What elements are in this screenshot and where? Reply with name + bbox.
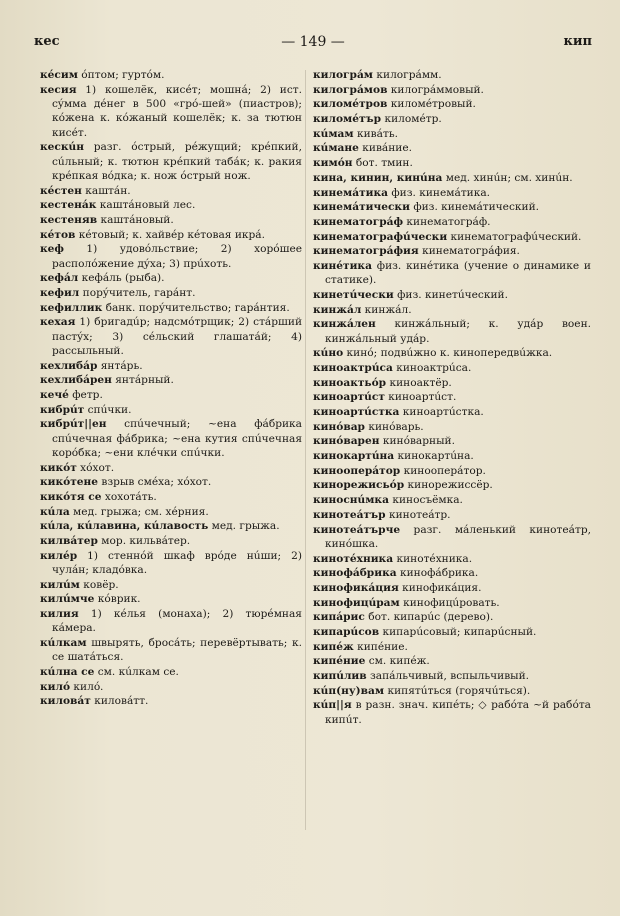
entry-definition: кинематографúческий. — [447, 230, 582, 243]
entry-definition: мед. грыжа; см. хéрния. — [69, 505, 209, 518]
entry-definition: кéтовый; к. хайвéр кéтовая икрá. — [75, 228, 265, 241]
dictionary-entry — [40, 680, 302, 694]
entry-definition: хохотáть. — [101, 491, 157, 504]
entry-definition: фетр. — [68, 389, 103, 401]
entry-headword: кúп(ну)вам — [313, 684, 385, 697]
entry-headword: кехлибáр — [40, 359, 98, 372]
entry-headword: киломéтър — [313, 113, 382, 126]
dictionary-entry — [40, 373, 302, 387]
dictionary-entry — [40, 403, 302, 417]
entry-headword: кинжáлен — [313, 318, 376, 331]
entry-headword: кибрúт — [40, 403, 85, 416]
entry-headword: кибрúт||ен — [40, 418, 107, 431]
entry-definition: кинофáбрика. — [396, 567, 479, 580]
entry-definition: мор. кильвáтер. — [97, 535, 191, 548]
dictionary-entry — [40, 286, 302, 300]
entry-headword: кинофикáция — [313, 581, 399, 594]
dictionary-entry — [40, 184, 302, 198]
entry-headword: кинематогрáфия — [313, 245, 419, 258]
entry-definition: кинофицúровать. — [399, 596, 500, 609]
dictionary-entry — [40, 665, 302, 679]
entry-headword: кипáрис — [313, 611, 365, 624]
header-left-guideword: кес — [34, 34, 60, 49]
entry-headword: кинетúчески — [313, 288, 394, 301]
dictionary-entry — [40, 315, 302, 358]
entry-headword: киломéтров — [313, 98, 388, 111]
dictionary-entry — [313, 112, 591, 126]
dictionary-entry — [40, 578, 302, 592]
dictionary-entry — [40, 505, 302, 519]
dictionary-entry — [40, 271, 302, 285]
entry-headword: килия — [40, 608, 79, 621]
column-divider — [305, 70, 306, 830]
entry-headword: кúлна се — [40, 666, 95, 679]
entry-headword: кипéние — [313, 655, 366, 668]
dictionary-entry — [40, 417, 302, 460]
entry-definition: киноактёр. — [386, 376, 452, 389]
dictionary-entry — [313, 434, 591, 448]
entry-definition: янтáрь. — [97, 359, 143, 372]
entry-definition: спúчки. — [84, 403, 132, 416]
dictionary-entry — [313, 390, 591, 404]
entry-headword: кикóтя се — [40, 491, 102, 504]
entry-headword: кечé — [40, 389, 69, 401]
page-header — [34, 34, 592, 54]
entry-headword: килогрáм — [313, 69, 374, 81]
entry-headword: кинооперáтор — [313, 464, 401, 477]
entry-definition: каштáновый. — [97, 213, 174, 226]
entry-definition: кинематогрáфия. — [418, 245, 520, 258]
dictionary-entry — [40, 228, 302, 242]
entry-headword: кинорежисьóр — [313, 479, 405, 492]
entry-headword: кéсим — [40, 69, 78, 81]
entry-definition: кинотéхника. — [393, 552, 473, 565]
dictionary-entry — [40, 461, 302, 475]
dictionary-entry — [313, 420, 591, 434]
dictionary-entry — [313, 625, 591, 639]
entry-headword: кефил — [40, 286, 80, 299]
entry-definition: см. кипéж. — [365, 655, 430, 668]
dictionary-entry — [313, 376, 591, 390]
entry-definition: бот. кипарúс (дерево). — [364, 611, 494, 624]
entry-definition: киносъёмка. — [388, 494, 463, 507]
entry-headword: кипúлив — [313, 670, 367, 683]
dictionary-entry — [313, 493, 591, 507]
entry-headword: кинжáл — [313, 303, 362, 316]
entry-definition: киловáтт. — [90, 695, 149, 708]
entry-definition: кинжáльный; к. удáр воен. кинжáльный удáр. — [325, 318, 591, 345]
entry-definition: кинóварный. — [379, 435, 455, 448]
dictionary-entry — [313, 288, 591, 302]
entry-definition: кипéние. — [353, 640, 408, 653]
dictionary-entry — [40, 519, 302, 533]
entry-definition: 1) удовóльствие; 2) хорóшее располóжение дýха; 3) прúхоть. — [52, 243, 302, 270]
dictionary-entry — [313, 68, 591, 82]
entry-definition: кинжáл. — [361, 303, 412, 316]
dictionary-entry — [40, 490, 302, 504]
entry-definition: хóхот. — [76, 461, 115, 474]
dictionary-entry — [40, 549, 302, 578]
dictionary-entry — [40, 301, 302, 315]
entry-definition: мед. грыжа. — [208, 520, 280, 533]
right-column — [313, 68, 591, 727]
dictionary-entry — [40, 694, 302, 708]
entry-headword: кинофáбрика — [313, 567, 397, 580]
dictionary-entry — [313, 346, 591, 360]
left-column — [40, 68, 302, 709]
entry-definition: порýчитель, гарáнт. — [79, 286, 196, 299]
dictionary-entry — [313, 97, 591, 111]
dictionary-entry — [313, 244, 591, 258]
dictionary-entry — [40, 83, 302, 140]
header-right-guideword: кип — [563, 34, 592, 49]
dictionary-entry — [313, 186, 591, 200]
dictionary-entry — [40, 592, 302, 606]
dictionary-entry — [313, 361, 591, 375]
entry-headword: кипéж — [313, 640, 354, 653]
entry-headword: кефиллик — [40, 301, 103, 314]
entry-definition: физ. кинемáтический. — [409, 201, 539, 214]
entry-headword: кикóтене — [40, 476, 99, 489]
entry-headword: кинематогрáф — [313, 215, 404, 228]
entry-definition: мед. хинúн; см. хинúн. — [442, 171, 573, 184]
entry-definition: разг. óстрый, рéжущий; крéпкий, сúльный; к. тютюн крéпкий табáк; к. ракия крéпкая вóдка; к. нож óстрый нож. — [52, 141, 302, 182]
entry-headword: кесия — [40, 83, 77, 96]
entry-headword: кúла — [40, 505, 70, 518]
entry-headword: киноактрúса — [313, 361, 393, 374]
entry-definition: 1) бригадúр; надсмóтрщик; 2) стáрший пастýх; 3) сéльский глашатáй; 4) рассыльный. — [52, 316, 302, 357]
entry-headword: килúмче — [40, 593, 95, 606]
dictionary-entry — [313, 669, 591, 683]
dictionary-entry — [313, 259, 591, 288]
entry-headword: кинотеáтърче — [313, 523, 401, 536]
entry-headword: кинотеáтър — [313, 508, 386, 521]
dictionary-entry — [313, 405, 591, 419]
dictionary-entry — [313, 317, 591, 346]
entry-headword: кúно — [313, 347, 344, 360]
dictionary-entry — [313, 215, 591, 229]
entry-headword: килогрáмов — [313, 83, 388, 96]
entry-definition: взрыв смéха; хóхот. — [98, 476, 212, 489]
entry-headword: киноснúмка — [313, 494, 389, 507]
entry-definition: óптом; гуртóм. — [77, 69, 165, 81]
entry-definition: 1) кéлья (монаха); 2) тюрéмная кáмера. — [52, 608, 302, 635]
dictionary-entry — [313, 523, 591, 552]
entry-definition: киломéтр. — [381, 113, 442, 126]
entry-headword: кúмам — [313, 127, 354, 140]
page-number: — 149 — — [281, 34, 345, 50]
entry-definition: см. кúлкам се. — [94, 666, 179, 679]
entry-definition: киноактрúса. — [392, 361, 472, 374]
entry-definition: янтáрный. — [111, 374, 174, 387]
dictionary-entry — [313, 654, 591, 668]
entry-headword: килéр — [40, 549, 78, 562]
entry-headword: кестеняв — [40, 213, 98, 226]
entry-headword: кéтов — [40, 228, 76, 241]
entry-headword: кинóвар — [313, 420, 365, 433]
entry-definition: запáльчивый, вспыльчивый. — [366, 670, 530, 683]
dictionary-entry — [40, 534, 302, 548]
entry-headword: кинокартúна — [313, 450, 395, 463]
dictionary-entry — [313, 156, 591, 170]
entry-headword: кинотéхника — [313, 552, 394, 565]
dictionary-entry — [313, 200, 591, 214]
dictionary-entry — [313, 141, 591, 155]
entry-definition: килогрáммовый. — [387, 83, 484, 96]
entry-definition: кинокартúна. — [394, 450, 474, 463]
entry-headword: кехая — [40, 316, 76, 329]
entry-headword: киноартúст — [313, 391, 385, 404]
entry-headword: кéстен — [40, 184, 82, 197]
dictionary-entry — [313, 566, 591, 580]
entry-definition: киноартúст. — [384, 391, 457, 404]
dictionary-entry — [313, 508, 591, 522]
dictionary-entry — [313, 684, 591, 698]
entry-headword: кескúн — [40, 141, 84, 154]
entry-headword: кинемáтически — [313, 201, 410, 214]
entry-headword: кúмане — [313, 142, 359, 155]
entry-definition: кинофикáция. — [398, 581, 482, 594]
entry-definition: килó. — [70, 680, 104, 693]
dictionary-entry — [40, 359, 302, 373]
dictionary-entry — [40, 242, 302, 271]
dictionary-entry — [313, 698, 591, 727]
entry-headword: киловáт — [40, 695, 91, 708]
entry-definition: кинóварь. — [364, 420, 424, 433]
dictionary-entry — [313, 464, 591, 478]
entry-definition: 1) кошелёк, кисéт; мошнá; 2) ист. сýмма дéнег в 500 «грó-шей» (пиастров); кóжена к. кóжаный кошелёк; к. за тютюн кисéт. — [52, 83, 302, 139]
entry-headword: кестенáк — [40, 199, 97, 212]
entry-definition: 1) стеннóй шкаф врóде нúши; 2) чулáн; кладóвка. — [52, 549, 302, 577]
entry-definition: каштáн. — [81, 184, 131, 197]
entry-headword: кúла, кúлавина, кúлавость — [40, 520, 209, 533]
entry-definition: физ. кинемáтика. — [388, 186, 491, 199]
entry-headword: киноартúстка — [313, 406, 400, 419]
entry-definition: кипарúсовый; кипарúсный. — [379, 625, 537, 638]
dictionary-entry — [313, 127, 591, 141]
dictionary-entry — [313, 596, 591, 610]
dictionary-entry — [40, 68, 302, 82]
entry-headword: кинематографúчески — [313, 230, 448, 243]
dictionary-entry — [313, 83, 591, 97]
entry-headword: кефáл — [40, 272, 79, 285]
entry-headword: кúлкам — [40, 637, 87, 650]
entry-definition: кинотеáтр. — [385, 508, 451, 521]
entry-headword: кикóт — [40, 461, 77, 474]
entry-headword: кинофицúрам — [313, 596, 400, 609]
entry-definition: кивáть. — [353, 127, 398, 140]
entry-definition: килогрáмм. — [373, 69, 442, 81]
entry-definition: киломéтровый. — [387, 98, 476, 111]
dictionary-entry — [313, 552, 591, 566]
entry-definition: кинорежиссёр. — [404, 479, 493, 492]
entry-definition: кипятúться (горячúться). — [384, 684, 531, 697]
dictionary-entry — [40, 607, 302, 636]
entry-headword: кина, кинин, кинúна — [313, 171, 443, 184]
entry-headword: кинемáтика — [313, 186, 389, 199]
entry-headword: кеф — [40, 243, 64, 256]
entry-definition: банк. порýчительство; гарáнтия. — [102, 301, 290, 314]
dictionary-entry — [40, 198, 302, 212]
entry-definition: кивáние. — [358, 142, 413, 155]
entry-definition: кинó; подвúжно к. кинопередвúжка. — [343, 347, 553, 360]
entry-headword: килвáтер — [40, 535, 98, 548]
dictionary-entry — [40, 140, 302, 183]
dictionary-entry — [313, 478, 591, 492]
dictionary-entry — [313, 640, 591, 654]
entry-definition: кинематогрáф. — [403, 215, 491, 228]
entry-definition: разг. мáленький кинотеáтр, кинóшка. — [325, 523, 591, 550]
entry-headword: кимóн — [313, 157, 353, 170]
entry-headword: кúп||я — [313, 699, 352, 712]
entry-definition: спúчечный; ~ена фáбрика спúчечная фáбрика; ~ена кутия спúчечная корóбка; ~ени клéчки спúчки. — [52, 418, 302, 459]
entry-headword: кинéтика — [313, 259, 372, 272]
dictionary-entry — [40, 388, 302, 402]
dictionary-entry — [40, 213, 302, 227]
entry-headword: кинóварен — [313, 435, 380, 448]
entry-headword: килó — [40, 680, 71, 693]
dictionary-entry — [40, 636, 302, 665]
entry-headword: киноактьóр — [313, 376, 387, 389]
entry-definition: каштáновый лес. — [96, 199, 196, 212]
entry-definition: физ. кинетúческий. — [393, 288, 508, 301]
entry-headword: кипарúсов — [313, 625, 380, 638]
entry-definition: бот. тмин. — [352, 157, 413, 170]
dictionary-entry — [313, 230, 591, 244]
dictionary-entry — [313, 610, 591, 624]
entry-definition: киноартúстка. — [399, 406, 484, 419]
entry-definition: кефáль (рыба). — [78, 272, 165, 285]
entry-definition: физ. кинéтика (учение о динамике и статике). — [325, 259, 591, 287]
dictionary-entry — [313, 171, 591, 185]
entry-definition: ковёр. — [79, 578, 119, 591]
entry-definition: кóврик. — [94, 593, 141, 606]
dictionary-entry — [40, 475, 302, 489]
entry-headword: кехлибáрен — [40, 374, 112, 387]
dictionary-entry — [313, 581, 591, 595]
entry-definition: в разн. знач. кипéть; ◇ рабóта ~й рабóта кипúт. — [325, 699, 591, 726]
dictionary-entry — [313, 303, 591, 317]
entry-headword: килúм — [40, 578, 80, 591]
entry-definition: швырять, бросáть; перевёртывать; к. се шатáться. — [52, 637, 302, 664]
entry-definition: кинооперáтор. — [400, 464, 486, 477]
dictionary-entry — [313, 449, 591, 463]
